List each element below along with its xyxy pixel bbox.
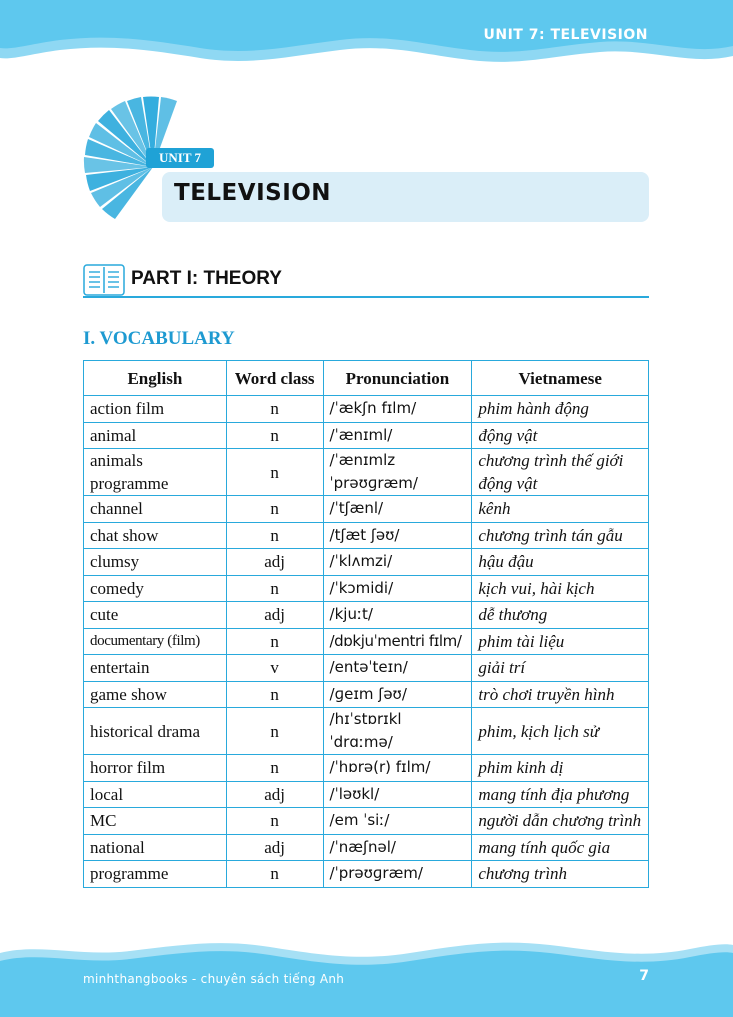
header-word-class: Word class bbox=[226, 361, 323, 396]
english-cell: channel bbox=[84, 496, 227, 523]
table-row bbox=[84, 396, 649, 423]
word-class-cell: n bbox=[226, 496, 323, 523]
pronunciation-cell: /ˈnæʃnəl/ bbox=[323, 834, 472, 861]
table-row bbox=[84, 834, 649, 861]
english-cell: MC bbox=[84, 808, 227, 835]
word-class-cell: adj bbox=[226, 549, 323, 576]
table-row bbox=[84, 549, 649, 576]
english-cell: local bbox=[84, 781, 227, 808]
word-class-cell: n bbox=[226, 808, 323, 835]
pronunciation-cell: /entəˈteɪn/ bbox=[323, 655, 472, 682]
table-row bbox=[84, 628, 649, 655]
part-title: PART I: THEORY bbox=[131, 268, 282, 289]
table-row bbox=[84, 655, 649, 682]
vietnamese-cell: chương trình bbox=[472, 861, 649, 888]
table-row bbox=[84, 449, 649, 496]
english-cell: animal bbox=[84, 422, 227, 449]
pronunciation-cell: /kjuːt/ bbox=[323, 602, 472, 629]
pronunciation-cell: /ˈklʌmzi/ bbox=[323, 549, 472, 576]
pronunciation-cell: /tʃæt ʃəʊ/ bbox=[323, 522, 472, 549]
pronunciation-cell: /em ˈsiː/ bbox=[323, 808, 472, 835]
table-row bbox=[84, 681, 649, 708]
word-class-cell: n bbox=[226, 628, 323, 655]
pronunciation-cell: /ˈhɒrə(r) fɪlm/ bbox=[323, 755, 472, 782]
english-cell: clumsy bbox=[84, 549, 227, 576]
word-class-cell: adj bbox=[226, 602, 323, 629]
vietnamese-cell: giải trí bbox=[472, 655, 649, 682]
pronunciation-cell: /ˈtʃænl/ bbox=[323, 496, 472, 523]
english-cell: historical drama bbox=[84, 708, 227, 755]
word-class-cell: n bbox=[226, 755, 323, 782]
footer-publisher: minhthangbooks - chuyên sách tiếng Anh bbox=[83, 972, 345, 986]
table-row bbox=[84, 808, 649, 835]
table-row bbox=[84, 575, 649, 602]
word-class-cell: n bbox=[226, 861, 323, 888]
word-class-cell: n bbox=[226, 422, 323, 449]
vietnamese-cell: phim hành động bbox=[472, 396, 649, 423]
word-class-cell: n bbox=[226, 522, 323, 549]
table-row bbox=[84, 781, 649, 808]
english-cell: action film bbox=[84, 396, 227, 423]
english-cell: horror film bbox=[84, 755, 227, 782]
part-divider bbox=[83, 296, 649, 298]
vietnamese-cell: kênh bbox=[472, 496, 649, 523]
vietnamese-cell: kịch vui, hài kịch bbox=[472, 575, 649, 602]
vietnamese-cell: mang tính địa phương bbox=[472, 781, 649, 808]
vietnamese-cell: phim, kịch lịch sử bbox=[472, 708, 649, 755]
pronunciation-cell: /ˈækʃn fɪlm/ bbox=[323, 396, 472, 423]
pronunciation-cell: /ˈkɔmidi/ bbox=[323, 575, 472, 602]
english-cell: cute bbox=[84, 602, 227, 629]
word-class-cell: n bbox=[226, 396, 323, 423]
english-cell: national bbox=[84, 834, 227, 861]
pronunciation-cell: /ˈləʊkl/ bbox=[323, 781, 472, 808]
header-vietnamese: Vietnamese bbox=[472, 361, 649, 396]
table-row bbox=[84, 755, 649, 782]
english-cell: comedy bbox=[84, 575, 227, 602]
word-class-cell: n bbox=[226, 575, 323, 602]
word-class-cell: adj bbox=[226, 781, 323, 808]
vietnamese-cell: người dẫn chương trình bbox=[472, 808, 649, 835]
table-row bbox=[84, 708, 649, 755]
pronunciation-cell: /hɪˈstɒrɪkl ˈdrɑːmə/ bbox=[323, 708, 472, 755]
pronunciation-cell: /ˈprəʊɡræm/ bbox=[323, 861, 472, 888]
section-title: I. VOCABULARY bbox=[83, 328, 235, 349]
vietnamese-cell: động vật bbox=[472, 422, 649, 449]
table-row bbox=[84, 861, 649, 888]
pronunciation-cell: /ˈænɪmlz ˈprəʊɡræm/ bbox=[323, 449, 472, 496]
page-number: 7 bbox=[639, 968, 649, 984]
header-english: English bbox=[84, 361, 227, 396]
word-class-cell: n bbox=[226, 449, 323, 496]
vietnamese-cell: phim kinh dị bbox=[472, 755, 649, 782]
english-cell: entertain bbox=[84, 655, 227, 682]
vietnamese-cell: chương trình thế giới động vật bbox=[472, 449, 649, 496]
vietnamese-cell: mang tính quốc gia bbox=[472, 834, 649, 861]
pronunciation-cell: /dɒkjuˈmentri fɪlm/ bbox=[323, 628, 472, 655]
table-header-row bbox=[84, 361, 649, 396]
running-title: UNIT 7: TELEVISION bbox=[483, 27, 648, 43]
table-row bbox=[84, 602, 649, 629]
word-class-cell: n bbox=[226, 681, 323, 708]
word-class-cell: v bbox=[226, 655, 323, 682]
table-row bbox=[84, 496, 649, 523]
table-row bbox=[84, 522, 649, 549]
english-cell: programme bbox=[84, 861, 227, 888]
vietnamese-cell: trò chơi truyền hình bbox=[472, 681, 649, 708]
english-cell: chat show bbox=[84, 522, 227, 549]
unit-title: TELEVISION bbox=[174, 180, 332, 206]
vietnamese-cell: chương trình tán gẫu bbox=[472, 522, 649, 549]
english-cell: documentary (film) bbox=[84, 628, 227, 655]
vietnamese-cell: phim tài liệu bbox=[472, 628, 649, 655]
pronunciation-cell: /ɡeɪm ʃəʊ/ bbox=[323, 681, 472, 708]
english-cell: game show bbox=[84, 681, 227, 708]
vietnamese-cell: hậu đậu bbox=[472, 549, 649, 576]
unit-badge: UNIT 7 bbox=[146, 148, 214, 168]
vietnamese-cell: dễ thương bbox=[472, 602, 649, 629]
english-cell: animals programme bbox=[84, 449, 227, 496]
open-book-icon bbox=[83, 262, 125, 298]
table-row bbox=[84, 422, 649, 449]
word-class-cell: n bbox=[226, 708, 323, 755]
word-class-cell: adj bbox=[226, 834, 323, 861]
pronunciation-cell: /ˈænɪml/ bbox=[323, 422, 472, 449]
vocabulary-table bbox=[83, 360, 649, 888]
header-pronunciation: Pronunciation bbox=[323, 361, 472, 396]
